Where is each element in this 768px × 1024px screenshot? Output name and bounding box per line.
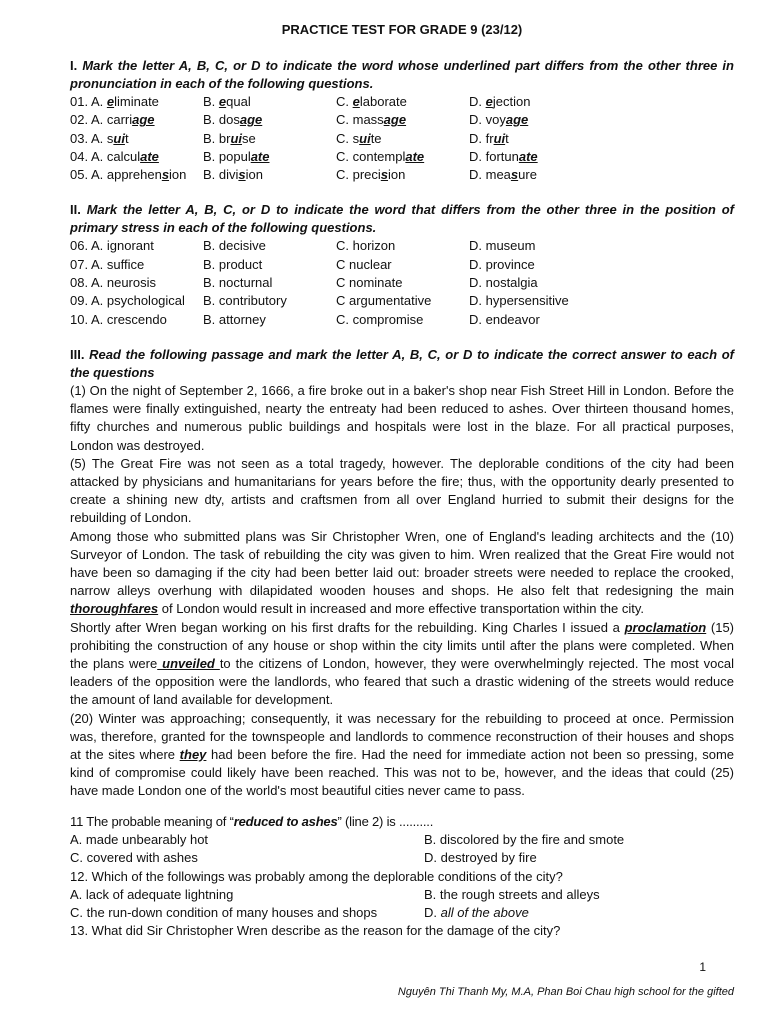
- answer-option[interactable]: D. measure: [469, 167, 537, 183]
- option-b[interactable]: B. the rough streets and alleys: [424, 886, 600, 902]
- underlined-part: e: [218, 94, 227, 109]
- question-row: [70, 311, 734, 329]
- answer-option[interactable]: 10. A. crescendo: [70, 311, 167, 327]
- underlined-part: e: [485, 94, 493, 109]
- section-number: I.: [70, 58, 78, 73]
- question-row: [70, 111, 734, 129]
- answer-option[interactable]: D. fruit: [469, 130, 509, 146]
- question-text: 11 The probable meaning of “: [70, 813, 234, 829]
- underlined-part: ate: [250, 148, 270, 164]
- underlined-part: ui: [230, 130, 243, 146]
- question-row: [70, 256, 734, 274]
- question-row: [70, 148, 734, 166]
- answer-option[interactable]: B. contributory: [203, 293, 287, 309]
- answer-option[interactable]: B. product: [203, 256, 263, 272]
- page-title: PRACTICE TEST FOR GRADE 9 (23/12): [281, 22, 523, 37]
- passage-paragraph: (1) On the night of September 2, 1666, a fire broke out in a baker's shop near Fish Street Hill in London. Before the flames were finally extinguished, nearty the entreaty had been reduced to ashes. Over thirteen thousand homes, fifty churches and numerous public buildings and hospitals were lost in the blaze. For all practical purposes, London was destroyed.: [70, 382, 734, 453]
- answer-option[interactable]: D. voyage: [469, 112, 529, 128]
- question-row: [70, 93, 734, 111]
- section-2-instruction: [70, 201, 734, 237]
- answer-option[interactable]: C nuclear: [336, 256, 392, 272]
- question-row: [70, 237, 734, 255]
- page-footer: Nguyên Thi Thanh My, M.A, Phan Boi Chau high school for the gifted: [397, 986, 734, 998]
- answer-option[interactable]: D. hypersensitive: [469, 293, 569, 309]
- instruction-text: Mark the letter A, B, C, or D to indicate the word that differs from the other three in the position of primary stress in each of the following questions.: [70, 202, 734, 236]
- answer-option[interactable]: C. suite: [336, 130, 382, 146]
- section-1-instruction: [70, 57, 734, 93]
- answer-option[interactable]: D. nostalgia: [469, 275, 538, 291]
- underlined-part: ui: [493, 130, 506, 146]
- answer-option[interactable]: C. contemplate: [336, 148, 425, 164]
- passage-paragraph: [70, 710, 734, 801]
- passage-text: (15) prohibiting the construction of any house or shop within the city limits until after the plans were completed. When the plans were: [70, 619, 735, 672]
- answer-option[interactable]: C. precision: [336, 167, 406, 183]
- section-3-instruction: [70, 346, 734, 382]
- passage-text: Among those who submitted plans was Sir Christopher Wren, one of England's leading architects and the (10) Surveyor of London. The task of rebuilding the city was given to him. Wren realized that the Great Fire would not have been so damaging if the city had been better laid out: broader streets were needed to replace the crooked, narrow alleys overhung with dilapidated wooden houses and shops. He also felt that redesigning the main: [70, 528, 734, 599]
- answer-option[interactable]: D. endeavor: [469, 311, 540, 327]
- underlined-part: ate: [140, 148, 159, 164]
- passage-text: to the citizens of London, however, they were overwhelmingly rejected. The most vocal leaders of the opposition were the landlords, who feared that such a drastic widening of the streets would reduce the amount of land available for development.: [70, 656, 734, 708]
- question-11-options: [70, 831, 734, 868]
- answer-option[interactable]: C. elaborate: [336, 94, 407, 109]
- question-row: [70, 292, 734, 310]
- section-number: III.: [70, 346, 85, 362]
- reading-passage: [70, 382, 734, 801]
- answer-option[interactable]: C. massage: [336, 112, 407, 128]
- keyword-they: they: [179, 747, 207, 763]
- instruction-text: Mark the letter A, B, C, or D to indicate the word whose underlined part differs from the other three in pronunciation in each of the following questions.: [70, 58, 734, 91]
- question-12-options: [70, 886, 734, 923]
- question-13-stem: 13. What did Sir Christopher Wren describe as the reason for the damage of the city?: [70, 923, 561, 939]
- underlined-part: ate: [405, 148, 425, 164]
- passage-paragraph: (5) The Great Fire was not seen as a total tragedy, however. The deplorable conditions of the city had been attacked by physicians and humanitarians for years before the fire; thus, with the opportunity dearly presented to create a shining new dty, artists and craftsmen from all over England hurried to submit their designs for the rebuilding of London.: [70, 455, 734, 526]
- keyword-thoroughfares: thoroughfares: [70, 601, 159, 617]
- underlined-part: age: [383, 112, 407, 128]
- underlined-part: age: [239, 112, 263, 128]
- answer-option[interactable]: D. ejection: [469, 94, 531, 109]
- underlined-part: ate: [518, 148, 538, 164]
- answer-option[interactable]: B. populate: [203, 148, 270, 164]
- underlined-part: e: [352, 94, 360, 109]
- question-row: [70, 166, 734, 184]
- worksheet-page: [70, 18, 734, 941]
- option-a[interactable]: A. lack of adequate lightning: [70, 886, 234, 902]
- page-number: 1: [699, 960, 706, 974]
- option-b[interactable]: B. discolored by the fire and smote: [424, 831, 625, 847]
- answer-option[interactable]: 05. A. apprehension: [70, 167, 187, 183]
- instruction-text: Read the following passage and mark the letter A, B, C, or D to indicate the correct answer to each of the questions: [70, 346, 734, 380]
- option-c[interactable]: C. covered with ashes: [70, 850, 198, 866]
- answer-option[interactable]: 02. A. carriage: [70, 112, 155, 128]
- section-1-questions: [70, 93, 734, 184]
- question-row: [70, 274, 734, 292]
- underlined-part: ui: [359, 130, 371, 146]
- answer-option[interactable]: B. attorney: [203, 311, 266, 327]
- answer-option[interactable]: C argumentative: [336, 293, 432, 309]
- answer-option[interactable]: D. museum: [469, 238, 536, 254]
- underlined-part: s: [510, 167, 519, 183]
- answer-option[interactable]: 07. A. suffice: [70, 256, 145, 272]
- underlined-part: e: [106, 94, 115, 109]
- option-c[interactable]: C. the run-down condition of many houses and shops: [70, 905, 378, 921]
- answer-option[interactable]: B. equal: [203, 94, 251, 109]
- answer-option[interactable]: D. province: [469, 256, 535, 272]
- option-d[interactable]: D. destroyed by fire: [424, 850, 537, 866]
- underlined-part: s: [380, 167, 389, 183]
- option-text: all of the above: [440, 905, 529, 921]
- question-11-stem: [70, 813, 734, 831]
- answer-option[interactable]: C nominate: [336, 275, 403, 291]
- section-2-questions: [70, 237, 734, 328]
- option-label: D.: [424, 905, 441, 921]
- question-keyword: reduced to ashes: [233, 813, 338, 829]
- keyword-proclamation: proclamation: [624, 619, 707, 635]
- question-text: ” (line 2) is ..........: [337, 813, 434, 829]
- answer-option[interactable]: B. bruise: [203, 130, 256, 146]
- passage-text: of London would result in increased and more effective transportation within the city.: [158, 601, 644, 617]
- answer-option[interactable]: C. horizon: [336, 238, 396, 254]
- answer-option[interactable]: 01. A. eliminate: [70, 94, 159, 109]
- section-number: II.: [70, 202, 81, 218]
- passage-text: (20) Winter was approaching; consequently, it was necessary for the rebuilding to proceed at once. Permission was, therefore, granted for the townspeople and landlords to commence reconstruction of their houses and shops at the sites where: [70, 710, 734, 763]
- option-d[interactable]: [424, 904, 734, 922]
- answer-option[interactable]: B. dosage: [203, 112, 263, 128]
- option-a[interactable]: A. made unbearably hot: [70, 831, 209, 847]
- passage-text: Shortly after Wren began working on his first drafts for the rebuilding. King Charles I issued a: [70, 619, 625, 635]
- keyword-unveiled: unveiled: [157, 656, 220, 672]
- answer-option[interactable]: B. division: [203, 167, 263, 183]
- passage-paragraph: [70, 528, 734, 619]
- answer-option[interactable]: B. decisive: [203, 238, 266, 254]
- passage-text: had been before the fire. Had the need for immediate action not been so pressing, some kind of compromise could likely have been reached. This was not to be, however, and the ideas that could (25) have made London one of the world's most beautiful cities never came to pass.: [70, 747, 734, 799]
- answer-option[interactable]: B. nocturnal: [203, 275, 273, 291]
- answer-option[interactable]: 04. A. calculate: [70, 148, 159, 164]
- underlined-part: s: [238, 167, 246, 183]
- answer-option[interactable]: D. fortunate: [469, 148, 538, 164]
- answer-option[interactable]: C. compromise: [336, 311, 424, 327]
- question-12-stem: 12. Which of the followings was probably among the deplorable conditions of the city?: [70, 868, 563, 884]
- answer-option[interactable]: 08. A. neurosis: [70, 275, 156, 291]
- answer-option[interactable]: 09. A. psychological: [70, 293, 185, 309]
- underlined-part: age: [505, 112, 529, 128]
- underlined-part: age: [132, 112, 155, 128]
- underlined-part: s: [161, 167, 170, 183]
- answer-option[interactable]: 03. A. suit: [70, 130, 129, 146]
- passage-paragraph: [70, 619, 734, 710]
- question-row: [70, 130, 734, 148]
- answer-option[interactable]: 06. A. ignorant: [70, 238, 154, 254]
- underlined-part: ui: [113, 130, 125, 146]
